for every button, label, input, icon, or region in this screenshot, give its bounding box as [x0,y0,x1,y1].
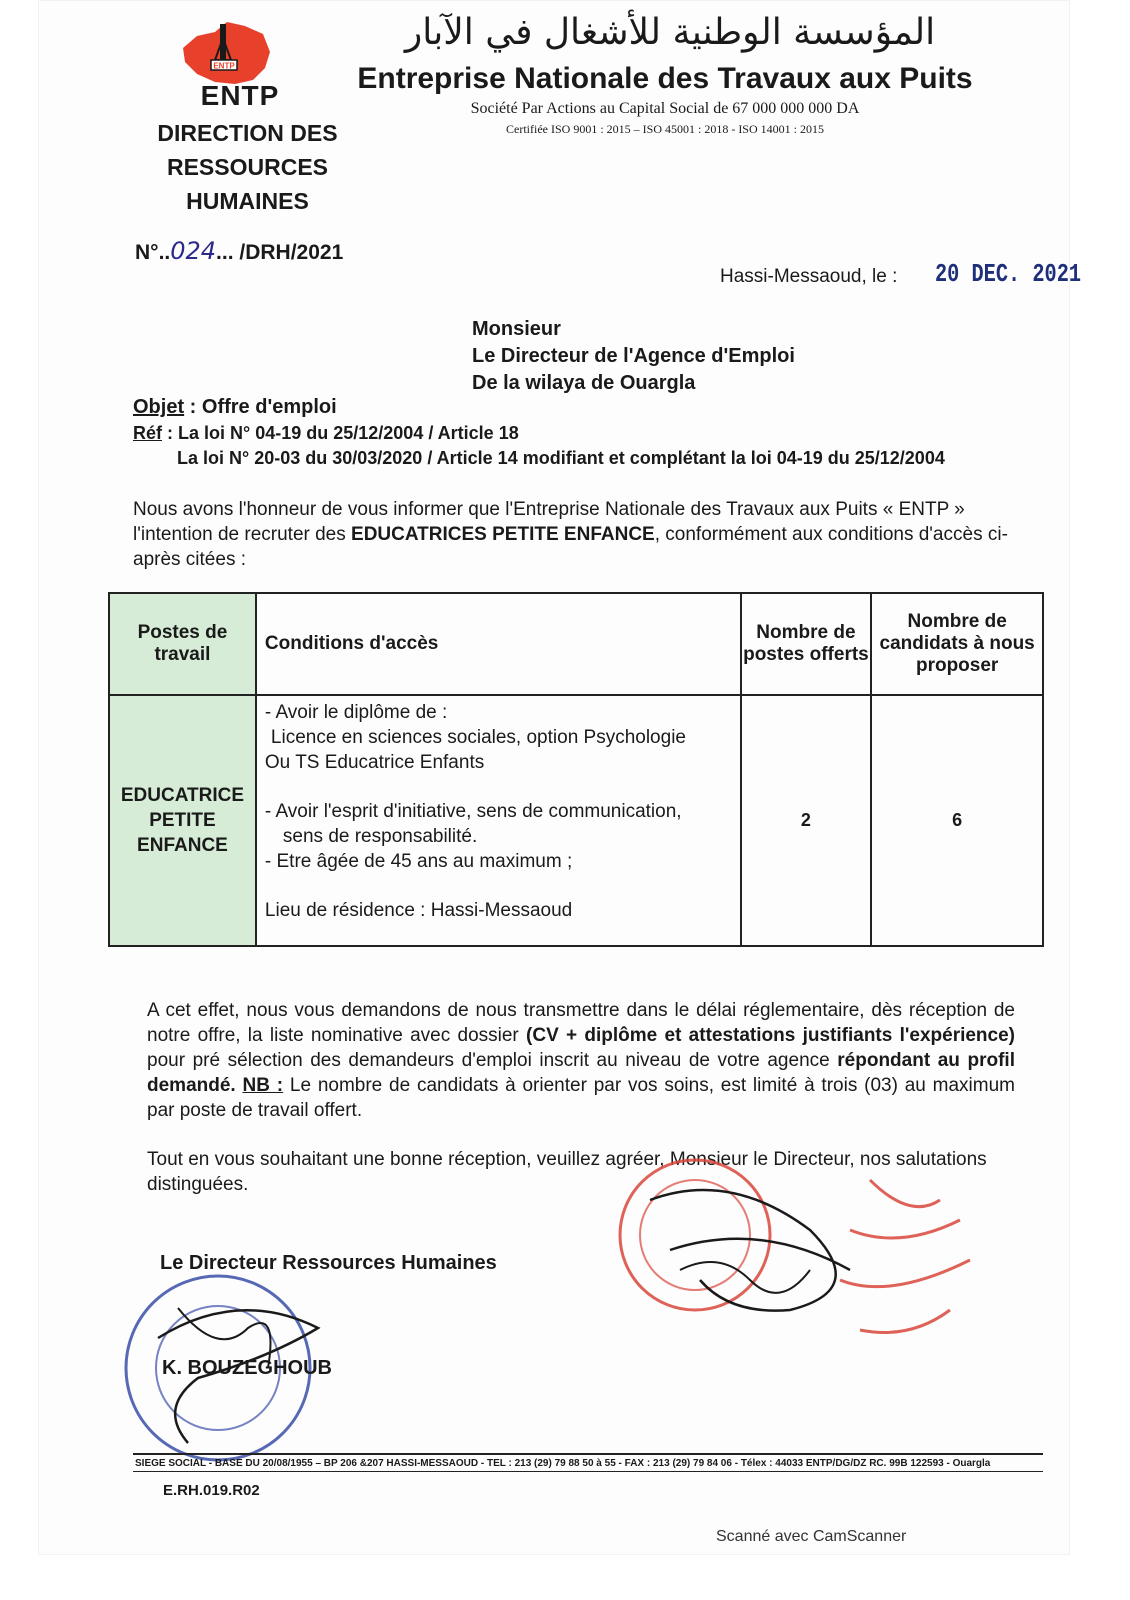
closing-paragraph: Tout en vous souhaitant une bonne réception, veuillez agréer, Monsieur le Directeur, nos salutations distinguées. [147,1149,987,1195]
footer-divider-2 [133,1471,1043,1472]
document-code: E.RH.019.R02 [163,1482,260,1499]
company-certification: Certifiée ISO 9001 : 2015 – ISO 45001 : 2018 - ISO 14001 : 2015 [506,122,824,136]
cell-conditions: - Avoir le diplôme de : Licence en sciences sociales, option Psychologie Ou TS Educatrice Enfants - Avoir l'esprit d'initiative, sens de communication, sens de responsabilité. - Etre âgée de 45 ans au maximum ; Lieu de résidence : Hassi-Messaoud [256,695,741,946]
footer-divider [133,1453,1043,1455]
logo-text: ENTP [213,61,235,71]
subject-line: Objet : Offre d'emploi [133,396,337,418]
header-post: Postes de travail [109,593,256,695]
company-capital: Société Par Actions au Capital Social de 67 000 000 000 DA [470,100,860,117]
header-candidates: Nombre de candidats à nous proposer [871,593,1043,695]
header-positions: Nombre de postes offerts [741,593,872,695]
header-conditions: Conditions d'accès [256,593,741,695]
company-name: Entreprise Nationale des Travaux aux Puits [357,62,973,95]
cell-candidates: 6 [871,695,1043,946]
intro-paragraph: Nous avons l'honneur de vous informer que l'Entreprise Nationale des Travaux aux Puits « ENTP » l'intention de recruter des EDUCATRICES PETITE ENFANCE, conformément aux conditions d'accès ci-après citées : [133,499,1008,570]
footer-address: SIEGE SOCIAL - BASE DU 20/08/1955 – BP 206 &207 HASSI-MESSAOUD - TEL : 213 (29) 79 88 50 à 55 - FAX : 213 (29) 79 84 06 - Télex : 44033 ENTP/DG/DZ RC. 99B 122593 - Ouargla [135,1458,991,1469]
handwritten-number: 024 [170,237,217,265]
company-name-arabic: المؤسسة الوطنية للأشغال في الآبار [404,12,936,53]
reference-law-1: Réf : La loi N° 04-19 du 25/12/2004 / Article 18 [133,423,519,443]
reference-law-2: La loi N° 20-03 du 30/03/2020 / Article 14 modifiant et complétant la loi 04-19 du 25/12/2004 [177,448,945,468]
request-paragraph: A cet effet, nous vous demandons de nous transmettre dans le délai réglementaire, dès réception de notre offre, la liste nominative avec dossier (CV + diplôme et attestations justifiants l'expérience) pour pré sélection des demandeurs d'emploi inscrit au niveau de votre agence répondant au profil demandé. NB : Le nombre de candidats à orienter par vos soins, est limité à trois (03) au maximum par poste de travail offert. [147,1000,1015,1121]
place-label: Hassi-Messaoud, le : [720,266,898,287]
scanner-watermark: Scanné avec CamScanner [716,1528,907,1545]
department-name: DIRECTION DES RESSOURCES HUMAINES [157,120,338,214]
brand-name: ENTP [200,80,280,111]
cell-positions: 2 [741,695,872,946]
job-offer-table [108,592,1044,947]
red-stamp-icon [610,1140,1000,1380]
cell-post: EDUCATRICE PETITE ENFANCE [109,695,256,946]
date-stamp: 20 DEC. 2021 [935,259,1082,289]
signer-title: Le Directeur Ressources Humaines [160,1252,497,1274]
recipient-block: Monsieur Le Directeur de l'Agence d'Emploi De la wilaya de Ouargla [472,318,795,394]
signer-name: K. BOUZEGHOUB [162,1357,332,1379]
reference-number: N°..024... /DRH/2021 [135,237,344,265]
